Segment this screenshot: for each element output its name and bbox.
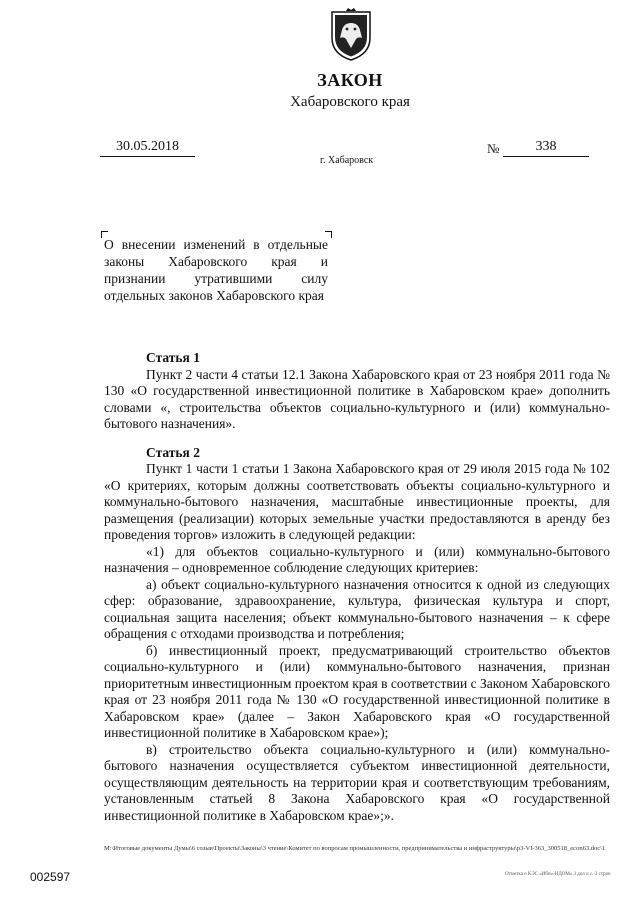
file-path-footer: М:\Итоговые документы Думы\6 созыв\Проекты\Законы\3 чтение\Комитет по вопросам промышленности, предпринимательства и инфраструктуры\p3-VI-363_300518_econ63.doc\1 xyxy=(104,845,606,852)
service-note: Отметка о КЭС «Ибп»-НДОМ» 3 дол л.с.-3 строк xyxy=(505,872,611,877)
law-subject: О внесении изменений в отдельные законы Хабаровского края и признании утратившими силу отдельных законов Хабаровского края xyxy=(104,237,328,303)
article-2-item-b: б) инвестиционный проект, предусматривающий строительство объектов социально-культурного и (или) коммунально-бытового назначения, признан приоритетным инвестиционным проектом края в соответствии с Законом Хабаровского края от 23 ноября 2011 года № 130 «О государственной инвестиционной политике в Хабаровском крае» (далее – Закон Хабаровского края «О государственной инвестиционной политике в Хабаровском крае»); xyxy=(104,642,610,740)
article-2-heading: Статья 2 xyxy=(146,444,200,460)
document-title: ЗАКОН xyxy=(317,70,383,90)
law-body xyxy=(104,350,610,824)
coat-of-arms-emblem xyxy=(330,8,372,62)
registration-number: 002597 xyxy=(30,870,71,884)
law-date: 30.05.2018 xyxy=(100,139,195,157)
law-number: 338 xyxy=(503,139,589,157)
article-2-item-v: в) строительство объекта социально-культурного и (или) коммунально-бытового назначения осуществляется субъектом инвестиционной деятельности, осуществляющим деятельность на территории края и соответствующим требованиям, установленным статьей 8 Закона Хабаровского края «О государственной инвестиционной политике в Хабаровском крае»;». xyxy=(104,741,610,823)
article-2-item-a: а) объект социально-культурного назначения относится к одной из следующих сфер: образование, здравоохранение, культура, физическая культура и спорт, социальная защита населения; объект коммунально-бытового назначения – к сфере обращения с отходами производства и потребления; xyxy=(104,576,610,641)
document-subtitle: Хабаровского края xyxy=(290,94,410,110)
article-2-intro: Пункт 1 части 1 статьи 1 Закона Хабаровского края от 29 июля 2015 года № 102 «О критериях, которым должны соответствовать объекты социально-культурного и коммунально-бытового назначения, масштабные инвестиционные проекты, для размещения (реализации) которых земельные участки предоставляются в аренду без проведения торгов» изложить в следующей редакции: xyxy=(104,461,610,542)
law-city: г. Хабаровск xyxy=(320,155,374,166)
article-1-text: Пункт 2 части 4 статьи 12.1 Закона Хабаровского края от 23 ноября 2011 года № 130 «О государственной инвестиционной политике в Хабаровском крае» дополнить словами «, строительства объектов социально-культурного и (или) коммунально-бытового назначения». xyxy=(104,366,610,431)
article-1-heading: Статья 1 xyxy=(146,350,200,365)
number-sign: № xyxy=(487,141,500,156)
article-2-item-1: «1) для объектов социально-культурного и (или) коммунально-бытового назначения – одновременное соблюдение следующих критериев: xyxy=(104,543,610,575)
